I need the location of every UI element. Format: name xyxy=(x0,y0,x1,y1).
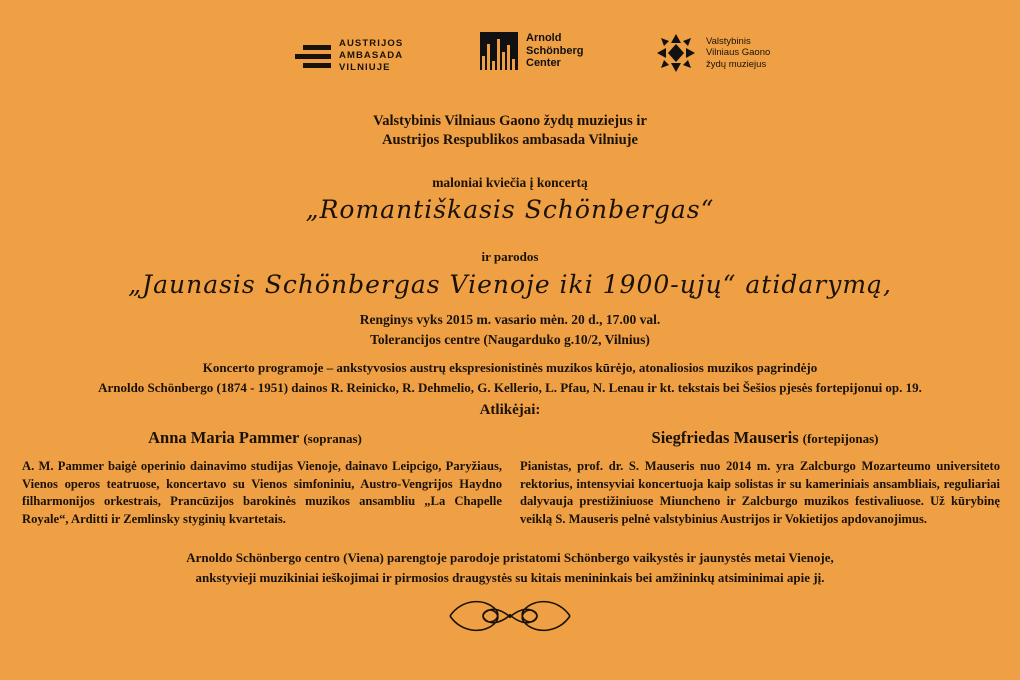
schonberg-logo-line-3: Center xyxy=(526,57,561,70)
soundbars-icon xyxy=(480,32,518,70)
exhibition-title: „Jaunasis Schönbergas Vienoje iki 1900-ųjų“ atidarymą, xyxy=(128,270,892,299)
museum-logo-line-3: žydų muziejus xyxy=(706,58,767,70)
museum-logo-text xyxy=(706,36,770,71)
host-line-2: Austrijos Respublikos ambasada Vilniuje xyxy=(382,132,638,148)
concert-title: „Romantiškasis Schönbergas“ xyxy=(305,195,715,224)
museum-logo-line-2: Vilniaus Gaono xyxy=(706,47,771,59)
program-line-2: Arnoldo Schönbergo (1874 - 1951) dainos R. Reinicko, R. Dehmelio, G. Kellerio, L. Pfau, N. Lenau ir kt. tekstais bei Šešios pjesės fortepijonui op. 19. xyxy=(98,380,922,395)
exhibition-lead-in: ir parodos xyxy=(481,249,539,264)
host-line-1: Valstybinis Vilniaus Gaono žydų muziejus ir xyxy=(373,113,647,129)
museum-emblem-icon xyxy=(655,32,697,74)
performer-2-role: (fortepijonas) xyxy=(802,431,879,446)
performer-1-role: (sopranas) xyxy=(303,431,362,446)
vilna-gaon-museum-logo xyxy=(655,32,770,74)
schonberg-logo-text xyxy=(526,32,583,70)
performers-bios-row xyxy=(0,458,1020,528)
performer-1-name: Anna Maria Pammer xyxy=(148,428,300,447)
performer-2-heading xyxy=(510,428,1020,448)
museum-logo-line-1: Valstybinis xyxy=(706,35,751,47)
austria-logo-line-2: AMBASADA xyxy=(339,50,404,61)
event-venue: Tolerancijos centre (Naugarduko g.10/2, Vilnius) xyxy=(370,332,650,347)
decorative-flourish xyxy=(0,596,1020,641)
austria-embassy-logo xyxy=(295,38,403,74)
performer-2-name: Siegfriedas Mauseris xyxy=(651,428,799,447)
performers-label: Atlikėjai: xyxy=(479,402,541,418)
arnold-schonberg-center-logo xyxy=(480,32,583,70)
austria-embassy-logo-text xyxy=(339,38,403,74)
event-details xyxy=(0,310,1020,350)
exhibition-note-line-1: Arnoldo Schönbergo centro (Viena) parengtoje parodoje pristatomi Schönbergo vaikystės ir jaunystės metai Vienoje, xyxy=(186,550,834,565)
schonberg-logo-line-1: Arnold xyxy=(526,32,562,45)
performer-2-bio: Pianistas, prof. dr. S. Mauseris nuo 2014 m. yra Zalcburgo Mozarteumo universiteto rektorius, intensyviai koncertuoja kaip solistas ir su kameriniais ansambliais, reguliariai dalyvauja prestižiniuose Miuncheno ir Zalcburgo muzikos festivaliuose. Už kūrybinę veiklą S. Mauseris pelnė valstybinius Austrijos ir Vokietijos apdovanojimus. xyxy=(520,459,1000,526)
host-organizations xyxy=(0,112,1020,150)
exhibition-note-line-2: ankstyvieji muzikiniai ieškojimai ir pirmosios draugystės su kitais menininkais bei amžininkų atsiminimai apie jį. xyxy=(195,570,825,585)
program-line-1: Koncerto programoje – ankstyvosios austrų ekspresionistinės muzikos kūrėjo, atonaliosios muzikos pagrindėjo xyxy=(202,360,818,375)
performer-1-heading xyxy=(0,428,510,448)
austria-logo-line-1: AUSTRIJOS xyxy=(339,38,404,49)
invitation-text: maloniai kviečia į koncertą xyxy=(432,175,588,190)
austria-logo-line-3: VILNIUJE xyxy=(339,62,391,73)
performer-1-bio: A. M. Pammer baigė operinio dainavimo studijas Vienoje, dainavo Leipcigo, Paryžiaus, Vienos operos teatruose, koncertavo su Vienos simfoniniu, Austro-Vengrijos Haydno filharmonijos orkestrais, Prancūzijos barokinės muzikos ansambliu „La Chapelle Royale“, Arditti ir Zemlinsky styginių kvartetais. xyxy=(22,459,502,526)
austria-flag-icon xyxy=(295,42,331,70)
performers-names-row xyxy=(0,428,1020,448)
program-description xyxy=(0,358,1020,398)
logo-row xyxy=(0,30,1020,90)
schonberg-logo-line-2: Schönberg xyxy=(526,44,584,57)
event-date-time: Renginys vyks 2015 m. vasario mėn. 20 d., 17.00 val. xyxy=(359,312,661,327)
exhibition-note xyxy=(0,548,1020,588)
